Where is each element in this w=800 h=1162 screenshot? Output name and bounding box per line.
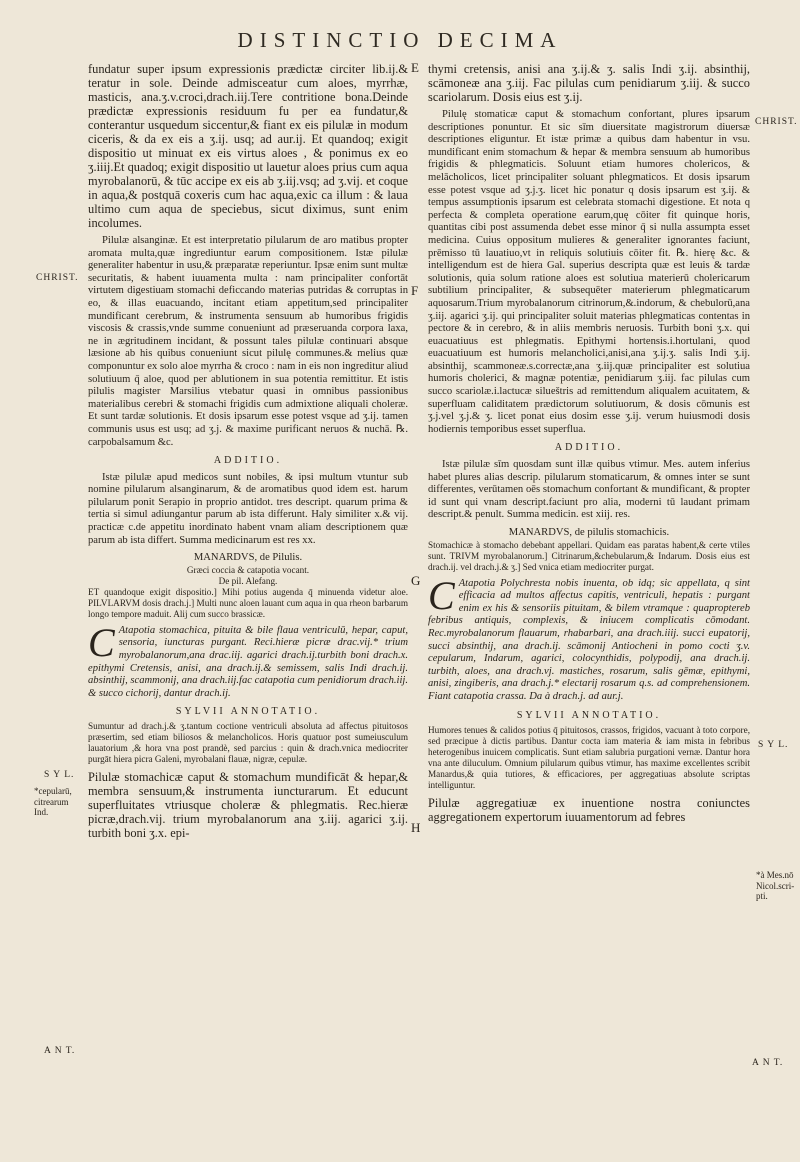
right-additio-heading: ADDITIO.	[554, 442, 624, 454]
left-additio-heading: ADDITIO.	[213, 455, 283, 467]
left-column	[88, 62, 408, 845]
section-marker-h: H	[411, 820, 421, 835]
left-paragraph-3: Istæ pilulæ apud medicos sunt nobiles, & ipsi multum vtuntur sub nomine pilularum alsanginarum, & de aromatibus quod idem est. harum pilularum ponit Serapio in proprio antidot. tres descript. quarum prima & tertia si simul adiungantur parum ab ista differunt. Haly similiter x.& vij. practicæ c.de appetitu inordinato habent vnam aliam descriptionem quæ parum ab ista differt. Summa medicinarum est res xx.	[88, 471, 408, 546]
section-marker-f: F	[411, 283, 419, 298]
margin-label-syl-left: S Y L.	[44, 770, 75, 780]
right-column	[428, 62, 750, 829]
left-paragraph-5-text: Atapotia stomachica, pituita & bile flaua ventriculū, hepar, caput, sensoria, iuncturas purgant. Reci.hieræ picræ drac.vij.* trium myrobalanorum,ana drac.iij. agarici drach.ij.turbith boni drach.x. epithymi Cretensis, anisi, ana drach.ij.& semissem, salis Indi drach.ij. absinthij, scammonij, ana drach.iij.fac catapotia cum penidiorum drach.iij. & succo cichorij, dantur drach.ij.	[88, 624, 408, 699]
section-marker-g: G	[411, 573, 421, 588]
right-paragraph-7: Pilulæ aggregatiuæ ex inuentione nostra coniunctes aggregationem expertorum iuuamentorum ad febres	[428, 795, 750, 824]
left-paragraph-1: fundatur super ipsum expressionis prædictæ circiter lib.ij.& teratur in sole. Deinde admisceatur cum aloes, myrrhæ, masticis, ana.ʒ.v.croci,drach.iij.Tere contritione bona.Deinde prædictæ expressionis residuum fu per ea fundatur,& conterantur usquedum siccentur,& fiant ex eis pilulæ in modum ciceris, & da ex eis a ʒ.ij. usq; ad aur.ij. Et quandoq; exigit dispositio ut minuat ex eis virtus aloes , & ponimus ex eo ʒ.iiij.Et quadoq; exigit dispositio ut lauetur aloes prius cum aqua myrobalanorū, & tūc accipe ex eis ab ʒ.iij.vsq; ad ʒ.vij. et coque in aqua,& postquā coxeris cum hac aqua,exic ca illum : & laua ultimo cum aqua de speciebus, sicut diximus, sunt enim incolumes.	[88, 62, 408, 230]
margin-label-ant-left: A N T.	[44, 1046, 76, 1056]
right-paragraph-4: Stomachicæ à stomacho debebant appellari. Quidam eas paratas habent,& certe vtiles sunt. TRIVM myrobalanorum.] Citrinarum,&chebularum,& Indarum. Dosis eius est drach.ij. vel drach.j.& ʒ.] Sed vnica etiam mediocriter purgat.	[428, 539, 750, 572]
right-paragraph-5	[428, 572, 750, 704]
right-sylvii-heading: SYLVII ANNOTATIO.	[516, 709, 662, 721]
running-head: DISTINCTIO DECIMA	[237, 28, 563, 52]
left-author-sub-2: De pil. Alefang.	[218, 575, 278, 586]
left-author-sub-1: Græci coccia & catapotia vocant.	[186, 564, 310, 575]
left-paragraph-6: Sumuntur ad drach.j.& ʒ.tantum coctione ventriculi absoluta ad affectus pituitosos præsertim, sed etiam biliosos & melancholicos. Horis quatuor post sumeiusculum lauatorium ,& hora vna post prandè, sed parcius : quin & drach.vnica mediocriter purgāt hiera picra Galeni, myrobalani flauæ, nigræ, cepulæ.	[88, 721, 408, 765]
margin-label-syl-right: S Y L.	[758, 740, 789, 750]
right-paragraph-5-text: Atapotia Polychresta nobis inuenta, ob idq; sic appellata, q sint efficacia ad multos affectus capitis, ventriculi, hepatis : purgant enim ex his & sensoriis pituitam, & bilem vtramque : quaproptereb febribus antiquis, complexis, & iniucem complicatis cōmodant. Rec.myrobalanorum flauarum, rhabarbari, ana drach.iiij. succi eupatorij, succi absinthij, ana drach.ij. scāmonij Antiocheni in pomo cocti ʒ.v. cepularum, Indarum, agarici, colocynthidis, polypodij, ana drach.ij. turbith, aloes, ana drach.vj. mastiches, rosarum, salis gēmæ, epithymi, anisi, zingiberis, ana drach.j.* electarij rosarum q.s. ad comprehensionem. Fiant catapotia crassa. Da à drach.j. ad aur.j.	[428, 577, 750, 702]
margin-note-right: *à Mes.nō Nicol.scri- pti.	[756, 870, 795, 901]
right-paragraph-1: thymi cretensis, anisi ana ʒ.ij.& ʒ. salis Indi ʒ.ij. absinthij, scāmoneæ ana ʒ.iij. Fac pilulas cum penidiarum ʒ.iij. & succo scariolarum. Dosis eius est ʒ.ij.	[428, 62, 750, 104]
margin-label-ant-right: A N T.	[752, 1058, 784, 1068]
section-marker-e: E	[411, 60, 419, 75]
left-author-line: MANARDVS, de Pilulis.	[193, 552, 303, 564]
margin-label-christ-right: CHRIST.	[755, 117, 798, 127]
right-dropcap: C	[428, 572, 455, 618]
margin-label-christ-left: CHRIST.	[36, 273, 79, 283]
right-paragraph-2: Pilulę stomaticæ caput & stomachum confortant, plures ipsarum descriptiones ponuntur. Et sic sīm diuersitate magistrorum diuersæ descriptiones eliguntur. Et istæ primæ a quibus dam habentur in vsu. mundificant enim stomachum & hepar & membra sensuum ab humoribus frigidis & phlegmaticis. Soluunt etiam humores cholericos, & melācholicos, licet principaliter soluant phlegmaticos. Et dosis ipsarum esse potest vsque ad ʒ.j.ʒ. licet hic ponatur q dosis ipsarum est ʒ.ij. & tempus assumptionis ipsarum est celebrata stomachi digestione. Et nota q perfecta & completa operatione earum,quę cōiter fit quinque horis, quantitas cibi post assumenda debet esse minor q̄ si nulla assumpta esset medicina. Cuius oppositum mulieres & generaliter ignorantes faciunt, prēmisso tū lauatiuo,vt in reliquis solutiuis cōiter fit. ℞. hierę &c. & intelligendum est de hiera Gal. superius descripta quæ est leuis & tardæ solutionis, quia solum ratione aloes est solutiua materierū cholericarum subtilium principaliter, & subsequēter materierum phlegmaticarum aquosarum.Trium myrobalanorum citrinorum,&.indorum, & chebulorū,ana ʒ.iij. agarici ʒ.ij. qui principaliter soluit materias phlegmaticas contentas in pectore & in cerebro, & in aliis membris neruosis. Turbith boni ʒ.x. qui euacuatiuus est phlegmatis. Epithymi hortensis.i.hortulani, quod euacuatiuum est humoris melancholici,anisi,ana ʒ.ij.ʒ. salis Indi ʒ.ij. absinthij, scammoneæ.s.correctæ,ana ʒ.iij.quæ principaliter est solutiua humoris cholerici, & magnæ potentiæ, penidiarum ʒ.iij. fac pilulas cum succo scariolæ.i.lactucæ silueštris ad remittendum aliqualem acuitatem, & superfluam caliditatem prædictorum solutiuorum, & dosis cōmunis est ʒ.j.vel ʒ.j.& ʒ. licet ponat eius dosim esse ʒ.ij. verum huiusmodi dosis hodiernis temporibus esset superflua.	[428, 109, 750, 435]
margin-note-left: *cepularū, citrearum Ind.	[34, 786, 72, 817]
right-author-line: MANARDVS, de pilulis stomachicis.	[508, 527, 670, 538]
left-paragraph-7: Pilulæ stomachicæ caput & stomachum mundificāt & hepar,& membra sensuum,& instrumenta iuncturarum. Et educunt superfluitates vtriusque choleræ & phlegmatis. Rec.hieræ picræ,drach.vij. trium myrobalanorum ana ʒ.iij. agarici ʒ.ij. turbith boni ʒ.x. epi-	[88, 770, 408, 841]
left-paragraph-4: ET quandoque exigit dispositio.] Mihi potius augenda q̄ minuenda videtur aloe. PILVLARVM dosis drach.j.] Multi nunc aloen lauant cum aqua in qua rheon barbarum longo tempore maduit. Alij cum succo brassicæ.	[88, 586, 408, 619]
right-paragraph-3: Istæ pilulæ sīm quosdam sunt illæ quibus vtimur. Mes. autem inferius habet plures alias descrip. pilularum stomaticarum, & omnes inter se sunt differentes, verūtamen oēs stomachum confortant & mundificant, & propter id sunt qui vnam descript.faciunt pro alia, moderni tū laudant primam descript.& penult. Summa medicin. est xiij. res.	[428, 459, 750, 521]
left-sylvii-heading: SYLVII ANNOTATIO.	[175, 706, 321, 718]
right-paragraph-6: Humores tenues & calidos potius q̄ pituitosos, crassos, frigidos, vacuant à toto corpore, sed præcipue à dictis partibus. Dantur cocta iam materia & iam mista in febribus heterogenibus inuicem complicatis. Sunt etiam salubria purgationi vernæ. Dantur hora vna ante diluculum. Omnium pilularum quibus vtimur, has maxime excellentes scribit Manardus,& quia tutiores, & efficaciores, per aggregatiuas absolute scriptas intelliguntur.	[428, 724, 750, 790]
left-dropcap: C	[88, 619, 115, 665]
left-paragraph-2: Pilulæ alsanginæ. Et est interpretatio pilularum de aro matibus propter aromata multa,quæ ingrediuntur earum compositionem. Istæ pilulæ generaliter habentur in usu,& præparatæ reperiuntur. Ipsæ enim sunt multæ securitatis, & habent iuuamenta multa : nam principaliter confortāt virtutem digestiuam stomachi deficcando materias putridas & corruptas in eo, & illas euacuando, incitant etiam appetitum,sed principaliter mundificant cerebrum, & instrumenta sensuum ab humoribus frigidis viscosis & crassis,vnde summe conueniunt ad præseruanda corpora laxa, ne in ægritudinem incidant, & possunt tales pilulæ continuari absque læsione ab his quibus conueniunt sicut pilulę communes.& melius quæ componuntur ex solo aloe myrrha & croco : nam in eis non ingreditur aliud solutiuum q̄ aloe, quod per ablutionem in sua potentia remittitur. Et istis pilulis magister Marsilius vtebatur quasi in omnibus passionibus materialibus cerebri & stomachi frigidis cum admixtione aliquali choleræ. Et sunt tardæ solutionis. Et dosis ipsarum esse potest vsque ad ʒ.ij. tamen communis usus est usq; ad ʒ.j. & maxime purificant neruos & nuchā. ℞. carpobalsamum &c.	[88, 235, 408, 448]
left-paragraph-5	[88, 619, 408, 701]
